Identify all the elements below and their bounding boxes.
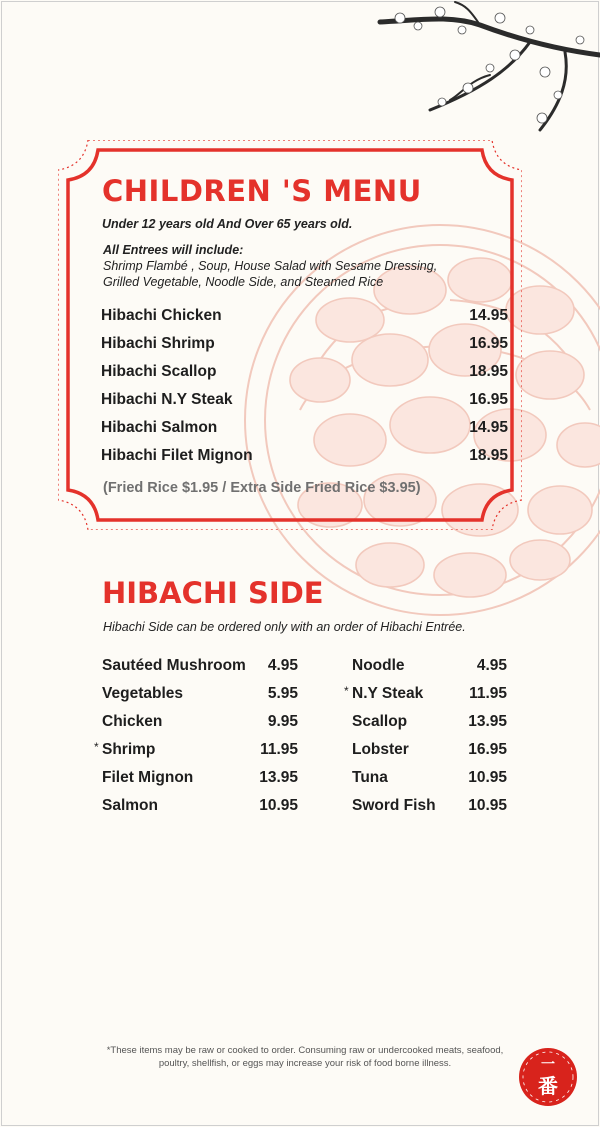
item-price: 13.95 — [468, 713, 507, 730]
menu-item — [102, 710, 298, 738]
item-name: Sautéed Mushroom — [102, 657, 246, 674]
item-name: Vegetables — [102, 685, 183, 702]
hibachi-side-title: HIBACHI SIDE — [102, 576, 324, 610]
item-price: 18.95 — [469, 447, 508, 464]
item-price: 4.95 — [267, 657, 298, 674]
item-price: 11.95 — [469, 685, 507, 702]
hibachi-side-right-column — [344, 654, 507, 822]
item-name: Shrimp — [102, 741, 156, 758]
item-price: 16.95 — [469, 335, 508, 352]
menu-item — [101, 304, 508, 332]
ichiban-seal-icon — [518, 1047, 578, 1107]
item-name: Hibachi Chicken — [101, 307, 222, 324]
menu-item — [101, 360, 508, 388]
menu-item — [101, 416, 508, 444]
item-price: 10.95 — [259, 797, 298, 814]
item-name: Tuna — [352, 769, 388, 786]
item-name: Hibachi Filet Mignon — [101, 447, 253, 464]
item-name: Hibachi Scallop — [101, 363, 217, 380]
menu-item — [352, 710, 507, 738]
includes-line: Shrimp Flambé , Soup, House Salad with Sesame Dressing, — [103, 259, 438, 273]
menu-item — [352, 766, 507, 794]
item-price: 11.95 — [260, 741, 298, 758]
menu-item — [102, 682, 298, 710]
item-price: 10.95 — [468, 797, 507, 814]
item-name: Noodle — [352, 657, 405, 674]
raw-star-mark: * — [344, 684, 349, 698]
menu-item — [102, 794, 298, 822]
item-name: Lobster — [352, 741, 409, 758]
item-price: 14.95 — [469, 419, 508, 436]
item-price: 16.95 — [469, 391, 508, 408]
fried-rice-note: (Fried Rice $1.95 / Extra Side Fried Rice $3.95) — [103, 480, 421, 496]
item-price: 14.95 — [469, 307, 508, 324]
menu-item — [352, 654, 507, 682]
item-name: Hibachi Shrimp — [101, 335, 215, 352]
item-name: Chicken — [102, 713, 163, 730]
entree-includes — [103, 242, 437, 290]
menu-item — [352, 738, 507, 766]
childrens-menu-list — [101, 304, 508, 472]
svg-text:番: 番 — [538, 1074, 558, 1098]
raw-star-mark: * — [94, 740, 99, 754]
menu-item — [94, 738, 298, 766]
item-price: 16.95 — [468, 741, 507, 758]
menu-item — [352, 794, 507, 822]
item-price: 10.95 — [468, 769, 507, 786]
includes-heading: All Entrees will include: — [103, 243, 244, 257]
menu-item — [102, 654, 298, 682]
item-name: Hibachi N.Y Steak — [101, 391, 233, 408]
item-price: 9.95 — [267, 713, 298, 730]
cherry-blossom-branch-icon — [370, 0, 600, 135]
menu-item — [344, 682, 507, 710]
item-price: 4.95 — [476, 657, 507, 674]
childrens-menu-title: CHILDREN 'S MENU — [102, 174, 422, 208]
item-name: Hibachi Salmon — [101, 419, 218, 436]
item-name: Sword Fish — [352, 797, 436, 814]
item-name: Filet Mignon — [102, 769, 194, 786]
age-note: Under 12 years old And Over 65 years old. — [102, 217, 353, 231]
hibachi-side-left-column — [94, 654, 298, 822]
item-name: N.Y Steak — [352, 685, 424, 702]
includes-line: Grilled Vegetable, Noodle Side, and Steamed Rice — [103, 275, 384, 289]
raw-food-disclaimer: *These items may be raw or cooked to order. Consuming raw or undercooked meats, seafood, poultry, shellfish, or eggs may increase your risk of food borne illness. — [106, 1045, 504, 1069]
item-price: 5.95 — [267, 685, 298, 702]
hibachi-side-note: Hibachi Side can be ordered only with an order of Hibachi Entrée. — [103, 620, 466, 634]
menu-item — [102, 766, 298, 794]
menu-item — [101, 332, 508, 360]
item-price: 18.95 — [469, 363, 508, 380]
item-price: 13.95 — [259, 769, 298, 786]
menu-item — [101, 388, 508, 416]
svg-text:一: 一 — [541, 1057, 555, 1073]
item-name: Salmon — [102, 797, 158, 814]
menu-item — [101, 444, 508, 472]
item-name: Scallop — [352, 713, 408, 730]
